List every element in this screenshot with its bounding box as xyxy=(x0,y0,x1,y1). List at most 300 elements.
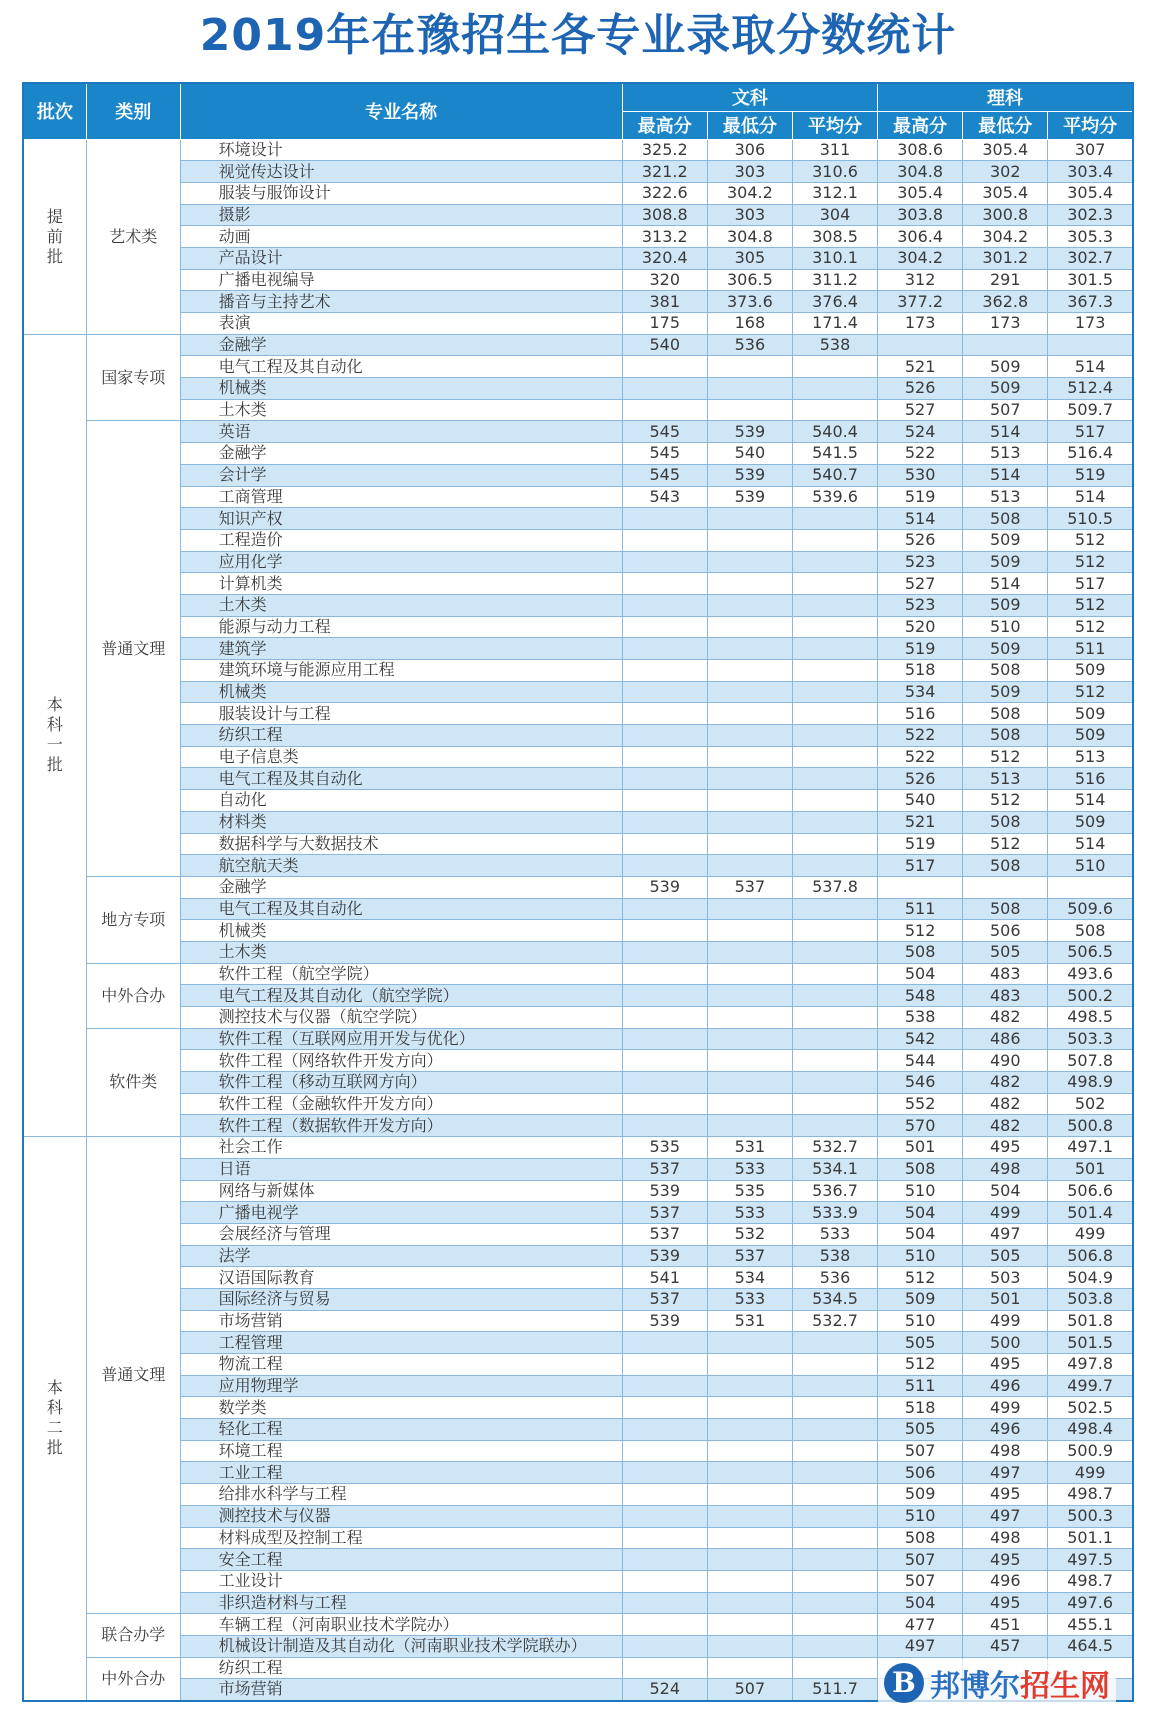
major-cell: 日语 xyxy=(180,1158,622,1180)
arts-max-cell xyxy=(622,1635,707,1657)
science-avg-cell: 497.5 xyxy=(1048,1549,1133,1571)
science-min-cell: 508 xyxy=(963,855,1048,877)
table-row xyxy=(23,182,1133,204)
table-row xyxy=(23,703,1133,725)
science-max-cell: 504 xyxy=(878,1592,963,1614)
science-avg-cell: 502.5 xyxy=(1048,1397,1133,1419)
science-min-cell: 300.8 xyxy=(963,204,1048,226)
arts-avg-cell xyxy=(792,1397,877,1419)
table-row xyxy=(23,855,1133,877)
arts-min-cell xyxy=(707,1115,792,1137)
table-row xyxy=(23,1115,1133,1137)
table-row xyxy=(23,378,1133,400)
science-avg-cell: 509 xyxy=(1048,660,1133,682)
arts-max-cell xyxy=(622,1505,707,1527)
arts-avg-cell: 511.7 xyxy=(792,1679,877,1701)
arts-avg-cell xyxy=(792,356,877,378)
major-cell: 服装设计与工程 xyxy=(180,703,622,725)
batch-label: 本科二批 xyxy=(46,1378,63,1458)
major-cell: 土木类 xyxy=(180,399,622,421)
science-max-cell: 477 xyxy=(878,1614,963,1636)
arts-max-cell xyxy=(622,1549,707,1571)
arts-avg-cell xyxy=(792,703,877,725)
arts-avg-cell xyxy=(792,963,877,985)
science-avg-cell: 498.5 xyxy=(1048,1007,1133,1029)
science-max-cell: 522 xyxy=(878,443,963,465)
arts-avg-cell xyxy=(792,378,877,400)
science-max-cell: 514 xyxy=(878,508,963,530)
science-max-cell: 504 xyxy=(878,963,963,985)
science-avg-cell: 512 xyxy=(1048,551,1133,573)
table-row xyxy=(23,399,1133,421)
arts-avg-cell xyxy=(792,1050,877,1072)
science-max-cell: 511 xyxy=(878,898,963,920)
arts-max-cell xyxy=(622,1570,707,1592)
arts-avg-cell xyxy=(792,1614,877,1636)
arts-max-cell: 320.4 xyxy=(622,247,707,269)
table-row xyxy=(23,1093,1133,1115)
major-cell: 法学 xyxy=(180,1245,622,1267)
science-avg-cell: 503.3 xyxy=(1048,1028,1133,1050)
major-cell: 数学类 xyxy=(180,1397,622,1419)
arts-max-cell: 537 xyxy=(622,1202,707,1224)
science-min-cell: 509 xyxy=(963,594,1048,616)
arts-min-cell: 535 xyxy=(707,1180,792,1202)
science-min-cell: 503 xyxy=(963,1267,1048,1289)
arts-max-cell xyxy=(622,1484,707,1506)
science-avg-cell: 514 xyxy=(1048,833,1133,855)
arts-avg-cell: 534.5 xyxy=(792,1288,877,1310)
science-min-cell: 498 xyxy=(963,1158,1048,1180)
arts-avg-cell xyxy=(792,638,877,660)
arts-min-cell xyxy=(707,898,792,920)
major-cell: 知识产权 xyxy=(180,508,622,530)
arts-min-cell: 539 xyxy=(707,421,792,443)
arts-avg-cell: 541.5 xyxy=(792,443,877,465)
science-min-cell: 362.8 xyxy=(963,291,1048,313)
table-row xyxy=(23,1419,1133,1441)
arts-avg-cell: 312.1 xyxy=(792,182,877,204)
arts-min-cell xyxy=(707,356,792,378)
arts-max-cell: 537 xyxy=(622,1288,707,1310)
major-cell: 纺织工程 xyxy=(180,1657,622,1679)
major-cell: 市场营销 xyxy=(180,1679,622,1701)
major-cell: 广播电视编导 xyxy=(180,269,622,291)
major-cell: 软件工程（移动互联网方向） xyxy=(180,1072,622,1094)
batch-cell xyxy=(23,1137,86,1701)
table-row xyxy=(23,443,1133,465)
arts-min-cell xyxy=(707,1419,792,1441)
science-max-cell: 508 xyxy=(878,941,963,963)
arts-max-cell xyxy=(622,1050,707,1072)
science-min-cell: 301.2 xyxy=(963,247,1048,269)
table-row xyxy=(23,616,1133,638)
arts-max-cell xyxy=(622,1354,707,1376)
arts-min-cell: 533 xyxy=(707,1288,792,1310)
science-avg-cell: 500.9 xyxy=(1048,1440,1133,1462)
major-cell: 车辆工程（河南职业技术学院办） xyxy=(180,1614,622,1636)
arts-avg-cell: 310.1 xyxy=(792,247,877,269)
major-cell: 能源与动力工程 xyxy=(180,616,622,638)
science-min-cell: 486 xyxy=(963,1028,1048,1050)
science-max-cell: 526 xyxy=(878,378,963,400)
arts-min-cell: 540 xyxy=(707,443,792,465)
arts-min-cell xyxy=(707,1657,792,1679)
arts-avg-cell xyxy=(792,746,877,768)
arts-max-cell xyxy=(622,746,707,768)
arts-min-cell xyxy=(707,1072,792,1094)
major-cell: 非织造材料与工程 xyxy=(180,1592,622,1614)
science-min-cell: 513 xyxy=(963,486,1048,508)
arts-avg-cell xyxy=(792,508,877,530)
arts-min-cell: 304.2 xyxy=(707,182,792,204)
science-max-cell: 522 xyxy=(878,725,963,747)
science-avg-cell: 499.7 xyxy=(1048,1375,1133,1397)
science-max-cell: 519 xyxy=(878,486,963,508)
arts-min-cell: 537 xyxy=(707,1245,792,1267)
science-max-cell: 523 xyxy=(878,594,963,616)
header-arts-min: 最低分 xyxy=(707,111,792,139)
table-row xyxy=(23,529,1133,551)
arts-min-cell xyxy=(707,833,792,855)
table-row xyxy=(23,594,1133,616)
watermark xyxy=(878,1659,1116,1707)
major-cell: 软件工程（网络软件开发方向） xyxy=(180,1050,622,1072)
arts-avg-cell xyxy=(792,660,877,682)
arts-avg-cell: 304 xyxy=(792,204,877,226)
table-row xyxy=(23,1614,1133,1636)
table-row xyxy=(23,1223,1133,1245)
arts-min-cell: 533 xyxy=(707,1158,792,1180)
major-cell: 电气工程及其自动化 xyxy=(180,356,622,378)
science-max-cell: 512 xyxy=(878,920,963,942)
arts-min-cell: 373.6 xyxy=(707,291,792,313)
arts-min-cell: 507 xyxy=(707,1679,792,1701)
science-min-cell: 509 xyxy=(963,681,1048,703)
arts-min-cell xyxy=(707,941,792,963)
table-row xyxy=(23,811,1133,833)
science-avg-cell: 512 xyxy=(1048,616,1133,638)
arts-max-cell xyxy=(622,1397,707,1419)
major-cell: 材料类 xyxy=(180,811,622,833)
arts-min-cell xyxy=(707,855,792,877)
science-avg-cell: 501.8 xyxy=(1048,1310,1133,1332)
arts-min-cell xyxy=(707,790,792,812)
science-max-cell: 509 xyxy=(878,1484,963,1506)
arts-max-cell xyxy=(622,855,707,877)
science-avg-cell: 509 xyxy=(1048,703,1133,725)
science-max-cell: 304.2 xyxy=(878,247,963,269)
science-max-cell: 510 xyxy=(878,1310,963,1332)
arts-avg-cell: 532.7 xyxy=(792,1310,877,1332)
table-row xyxy=(23,356,1133,378)
category-cell: 地方专项 xyxy=(86,876,180,963)
arts-min-cell xyxy=(707,1332,792,1354)
arts-avg-cell: 308.5 xyxy=(792,226,877,248)
table-row xyxy=(23,876,1133,898)
science-min-cell: 483 xyxy=(963,963,1048,985)
major-cell: 汉语国际教育 xyxy=(180,1267,622,1289)
arts-avg-cell xyxy=(792,529,877,551)
major-cell: 轻化工程 xyxy=(180,1419,622,1441)
science-min-cell: 495 xyxy=(963,1137,1048,1159)
science-avg-cell: 501.1 xyxy=(1048,1527,1133,1549)
arts-min-cell xyxy=(707,1440,792,1462)
major-cell: 环境工程 xyxy=(180,1440,622,1462)
science-min-cell: 509 xyxy=(963,529,1048,551)
arts-min-cell xyxy=(707,1635,792,1657)
science-avg-cell: 516 xyxy=(1048,768,1133,790)
arts-max-cell: 320 xyxy=(622,269,707,291)
major-cell: 自动化 xyxy=(180,790,622,812)
science-max-cell: 505 xyxy=(878,1332,963,1354)
science-max-cell: 527 xyxy=(878,399,963,421)
arts-avg-cell xyxy=(792,1527,877,1549)
science-avg-cell: 506.8 xyxy=(1048,1245,1133,1267)
table-row xyxy=(23,1527,1133,1549)
arts-avg-cell xyxy=(792,855,877,877)
arts-min-cell: 532 xyxy=(707,1223,792,1245)
science-min-cell: 496 xyxy=(963,1419,1048,1441)
arts-max-cell xyxy=(622,551,707,573)
category-cell: 中外合办 xyxy=(86,963,180,1028)
arts-min-cell xyxy=(707,616,792,638)
science-avg-cell: 509.7 xyxy=(1048,399,1133,421)
arts-max-cell xyxy=(622,790,707,812)
major-cell: 测控技术与仪器 xyxy=(180,1505,622,1527)
arts-max-cell: 535 xyxy=(622,1137,707,1159)
science-max-cell: 526 xyxy=(878,768,963,790)
arts-max-cell xyxy=(622,1419,707,1441)
major-cell: 金融学 xyxy=(180,334,622,356)
arts-avg-cell xyxy=(792,551,877,573)
science-avg-cell: 502 xyxy=(1048,1093,1133,1115)
watermark-text-accent: 招生网 xyxy=(1020,1669,1110,1704)
science-avg-cell: 513 xyxy=(1048,746,1133,768)
table-row xyxy=(23,226,1133,248)
table-row xyxy=(23,421,1133,443)
arts-max-cell xyxy=(622,811,707,833)
table-row xyxy=(23,204,1133,226)
category-cell: 普通文理 xyxy=(86,1137,180,1614)
table-row xyxy=(23,941,1133,963)
arts-min-cell xyxy=(707,1354,792,1376)
science-avg-cell: 504.9 xyxy=(1048,1267,1133,1289)
arts-avg-cell xyxy=(792,1505,877,1527)
science-min-cell: 514 xyxy=(963,421,1048,443)
science-max-cell: 523 xyxy=(878,551,963,573)
science-max-cell: 510 xyxy=(878,1180,963,1202)
science-max-cell: 508 xyxy=(878,1527,963,1549)
table-row xyxy=(23,985,1133,1007)
science-min-cell: 508 xyxy=(963,725,1048,747)
arts-avg-cell xyxy=(792,811,877,833)
science-min-cell: 496 xyxy=(963,1570,1048,1592)
science-avg-cell: 305.3 xyxy=(1048,226,1133,248)
science-min-cell: 305.4 xyxy=(963,139,1048,161)
arts-max-cell xyxy=(622,594,707,616)
arts-min-cell: 536 xyxy=(707,334,792,356)
arts-max-cell: 308.8 xyxy=(622,204,707,226)
major-cell: 会计学 xyxy=(180,464,622,486)
science-max-cell: 570 xyxy=(878,1115,963,1137)
table-row xyxy=(23,1202,1133,1224)
science-min-cell: 451 xyxy=(963,1614,1048,1636)
science-avg-cell: 501 xyxy=(1048,1158,1133,1180)
header-major: 专业名称 xyxy=(180,83,622,139)
header-category: 类别 xyxy=(86,83,180,139)
arts-max-cell: 537 xyxy=(622,1158,707,1180)
table-row xyxy=(23,1375,1133,1397)
arts-min-cell: 305 xyxy=(707,247,792,269)
science-min-cell: 496 xyxy=(963,1375,1048,1397)
science-min-cell: 497 xyxy=(963,1462,1048,1484)
science-min-cell: 499 xyxy=(963,1310,1048,1332)
major-cell: 给排水科学与工程 xyxy=(180,1484,622,1506)
science-min-cell: 305.4 xyxy=(963,182,1048,204)
arts-avg-cell xyxy=(792,768,877,790)
science-max-cell: 507 xyxy=(878,1549,963,1571)
arts-avg-cell: 310.6 xyxy=(792,161,877,183)
arts-max-cell xyxy=(622,1614,707,1636)
science-avg-cell: 509 xyxy=(1048,811,1133,833)
batch-label: 本科一批 xyxy=(46,695,63,775)
major-cell: 环境设计 xyxy=(180,139,622,161)
category-cell: 中外合办 xyxy=(86,1657,180,1700)
table-row xyxy=(23,1137,1133,1159)
major-cell: 纺织工程 xyxy=(180,725,622,747)
arts-avg-cell: 533 xyxy=(792,1223,877,1245)
science-max-cell: 303.8 xyxy=(878,204,963,226)
science-avg-cell: 506.6 xyxy=(1048,1180,1133,1202)
science-min-cell: 490 xyxy=(963,1050,1048,1072)
major-cell: 机械类 xyxy=(180,920,622,942)
arts-max-cell xyxy=(622,573,707,595)
arts-max-cell: 545 xyxy=(622,421,707,443)
science-max-cell: 501 xyxy=(878,1137,963,1159)
arts-min-cell xyxy=(707,1375,792,1397)
arts-max-cell xyxy=(622,1007,707,1029)
arts-max-cell xyxy=(622,1093,707,1115)
arts-max-cell xyxy=(622,660,707,682)
major-cell: 软件工程（互联网应用开发与优化） xyxy=(180,1028,622,1050)
arts-max-cell xyxy=(622,1527,707,1549)
major-cell: 会展经济与管理 xyxy=(180,1223,622,1245)
science-max-cell: 506 xyxy=(878,1462,963,1484)
arts-min-cell xyxy=(707,1549,792,1571)
arts-avg-cell: 538 xyxy=(792,334,877,356)
science-max-cell: 534 xyxy=(878,681,963,703)
science-max-cell: 497 xyxy=(878,1635,963,1657)
table-row xyxy=(23,1549,1133,1571)
science-max-cell: 306.4 xyxy=(878,226,963,248)
arts-max-cell xyxy=(622,1028,707,1050)
major-cell: 机械设计制造及其自动化（河南职业技术学院联办） xyxy=(180,1635,622,1657)
arts-min-cell: 306 xyxy=(707,139,792,161)
arts-avg-cell: 537.8 xyxy=(792,876,877,898)
table-row xyxy=(23,1158,1133,1180)
science-avg-cell: 499 xyxy=(1048,1223,1133,1245)
science-min-cell: 457 xyxy=(963,1635,1048,1657)
major-cell: 网络与新媒体 xyxy=(180,1180,622,1202)
arts-max-cell xyxy=(622,616,707,638)
science-max-cell: 522 xyxy=(878,746,963,768)
arts-min-cell: 539 xyxy=(707,464,792,486)
arts-avg-cell xyxy=(792,1592,877,1614)
arts-min-cell xyxy=(707,638,792,660)
arts-min-cell xyxy=(707,1093,792,1115)
science-avg-cell: 512 xyxy=(1048,681,1133,703)
table-row xyxy=(23,1007,1133,1029)
science-min-cell: 497 xyxy=(963,1223,1048,1245)
science-avg-cell: 516.4 xyxy=(1048,443,1133,465)
science-max-cell: 505 xyxy=(878,1419,963,1441)
arts-max-cell xyxy=(622,356,707,378)
arts-max-cell: 539 xyxy=(622,1245,707,1267)
science-max-cell: 304.8 xyxy=(878,161,963,183)
table-row xyxy=(23,334,1133,356)
arts-max-cell: 322.6 xyxy=(622,182,707,204)
arts-max-cell: 543 xyxy=(622,486,707,508)
header-science-max: 最高分 xyxy=(878,111,963,139)
header-arts-max: 最高分 xyxy=(622,111,707,139)
arts-avg-cell xyxy=(792,1375,877,1397)
category-cell: 普通文理 xyxy=(86,421,180,876)
science-min-cell: 495 xyxy=(963,1549,1048,1571)
table-row xyxy=(23,746,1133,768)
table-row xyxy=(23,139,1133,161)
table-row xyxy=(23,313,1133,335)
arts-max-cell: 539 xyxy=(622,1310,707,1332)
science-min-cell: 509 xyxy=(963,356,1048,378)
science-avg-cell: 507.8 xyxy=(1048,1050,1133,1072)
arts-max-cell xyxy=(622,941,707,963)
arts-min-cell xyxy=(707,1050,792,1072)
arts-max-cell xyxy=(622,508,707,530)
major-cell: 软件工程（数据软件开发方向） xyxy=(180,1115,622,1137)
science-max-cell: 521 xyxy=(878,811,963,833)
arts-min-cell: 534 xyxy=(707,1267,792,1289)
science-avg-cell: 367.3 xyxy=(1048,291,1133,313)
arts-avg-cell xyxy=(792,985,877,1007)
arts-max-cell xyxy=(622,638,707,660)
header-arts-avg: 平均分 xyxy=(792,111,877,139)
arts-avg-cell: 538 xyxy=(792,1245,877,1267)
science-max-cell: 507 xyxy=(878,1570,963,1592)
arts-max-cell xyxy=(622,399,707,421)
arts-min-cell xyxy=(707,1570,792,1592)
table-row xyxy=(23,508,1133,530)
arts-avg-cell xyxy=(792,898,877,920)
science-min-cell: 505 xyxy=(963,941,1048,963)
science-avg-cell: 455.1 xyxy=(1048,1614,1133,1636)
arts-max-cell: 524 xyxy=(622,1679,707,1701)
arts-max-cell: 175 xyxy=(622,313,707,335)
science-avg-cell: 501.4 xyxy=(1048,1202,1133,1224)
arts-avg-cell xyxy=(792,573,877,595)
science-avg-cell: 517 xyxy=(1048,421,1133,443)
table-row xyxy=(23,1397,1133,1419)
science-max-cell: 516 xyxy=(878,703,963,725)
table-row xyxy=(23,1462,1133,1484)
arts-avg-cell: 311 xyxy=(792,139,877,161)
arts-max-cell: 325.2 xyxy=(622,139,707,161)
arts-min-cell: 539 xyxy=(707,486,792,508)
arts-max-cell xyxy=(622,963,707,985)
major-cell: 国际经济与贸易 xyxy=(180,1288,622,1310)
arts-max-cell: 321.2 xyxy=(622,161,707,183)
arts-max-cell xyxy=(622,833,707,855)
